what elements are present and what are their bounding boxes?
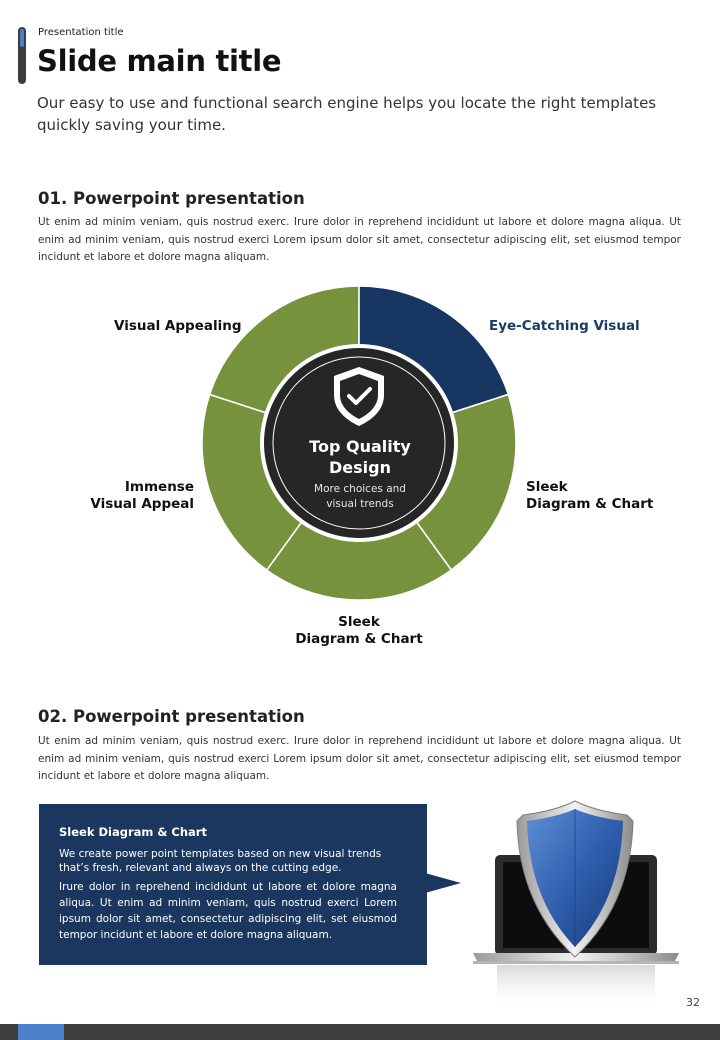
callout-pointer: [425, 873, 461, 893]
center-title: Top Quality Design: [309, 437, 411, 477]
callout-line-2: that’s fresh, relevant and always on the cutting edge.: [59, 862, 342, 874]
label-immense-visual-appeal: Immense Visual Appeal: [90, 479, 194, 512]
laptop-shield-illustration: [465, 795, 695, 1015]
footer-accent: [18, 1024, 64, 1040]
label-sleek-diagram-bottom: Sleek Diagram & Chart: [295, 614, 423, 647]
callout-title: Sleek Diagram & Chart: [59, 825, 207, 839]
page-number: 32: [686, 996, 700, 1009]
section-2-heading: 02. Powerpoint presentation: [38, 707, 305, 726]
section-1-body: Ut enim ad minim veniam, quis nostrud exerc. Irure dolor in reprehend incididunt ut labore et dolore magna aliqua. Ut enim ad minim veniam, quis nostrud exerci Lorem ipsum dolor sit amet, consectetur adipiscing elit, set eiusmod tempor incidunt et labore et dolore magna aliquam.: [38, 216, 681, 263]
title-accent-highlight: [20, 29, 24, 47]
callout-body: Irure dolor in reprehend incididunt ut labore et dolore magna aliqua. Ut enim ad minim veniam, quis nostrud exerci Lorem ipsum dolor sit amet, consectetur adipiscing elit, set eiusmod tempor incidunt et labore et dolore magna aliquam.: [59, 881, 397, 941]
section-1-heading: 01. Powerpoint presentation: [38, 189, 305, 208]
label-eye-catching-visual: Eye-Catching Visual: [489, 318, 640, 334]
presentation-title: Presentation title: [38, 27, 124, 38]
label-visual-appealing: Visual Appealing: [114, 318, 242, 334]
callout-line-1: We create power point templates based on new visual trends: [59, 848, 382, 860]
footer-bar: [0, 1024, 720, 1040]
page-subtitle: Our easy to use and functional search engine helps you locate the right templates quickly saving your time.: [37, 94, 657, 134]
section-2-body: Ut enim ad minim veniam, quis nostrud exerc. Irure dolor in reprehend incididunt ut labore et dolore magna aliqua. Ut enim ad minim veniam, quis nostrud exerci Lorem ipsum dolor sit amet, consectetur adipiscing elit, set eiusmod tempor incidunt et labore et dolore magna aliquam.: [38, 735, 681, 782]
callout-box: [39, 804, 427, 965]
center-subtitle: More choices and visual trends: [314, 483, 406, 510]
label-sleek-diagram-right: Sleek Diagram & Chart: [526, 479, 654, 512]
page-title: Slide main title: [37, 44, 282, 78]
